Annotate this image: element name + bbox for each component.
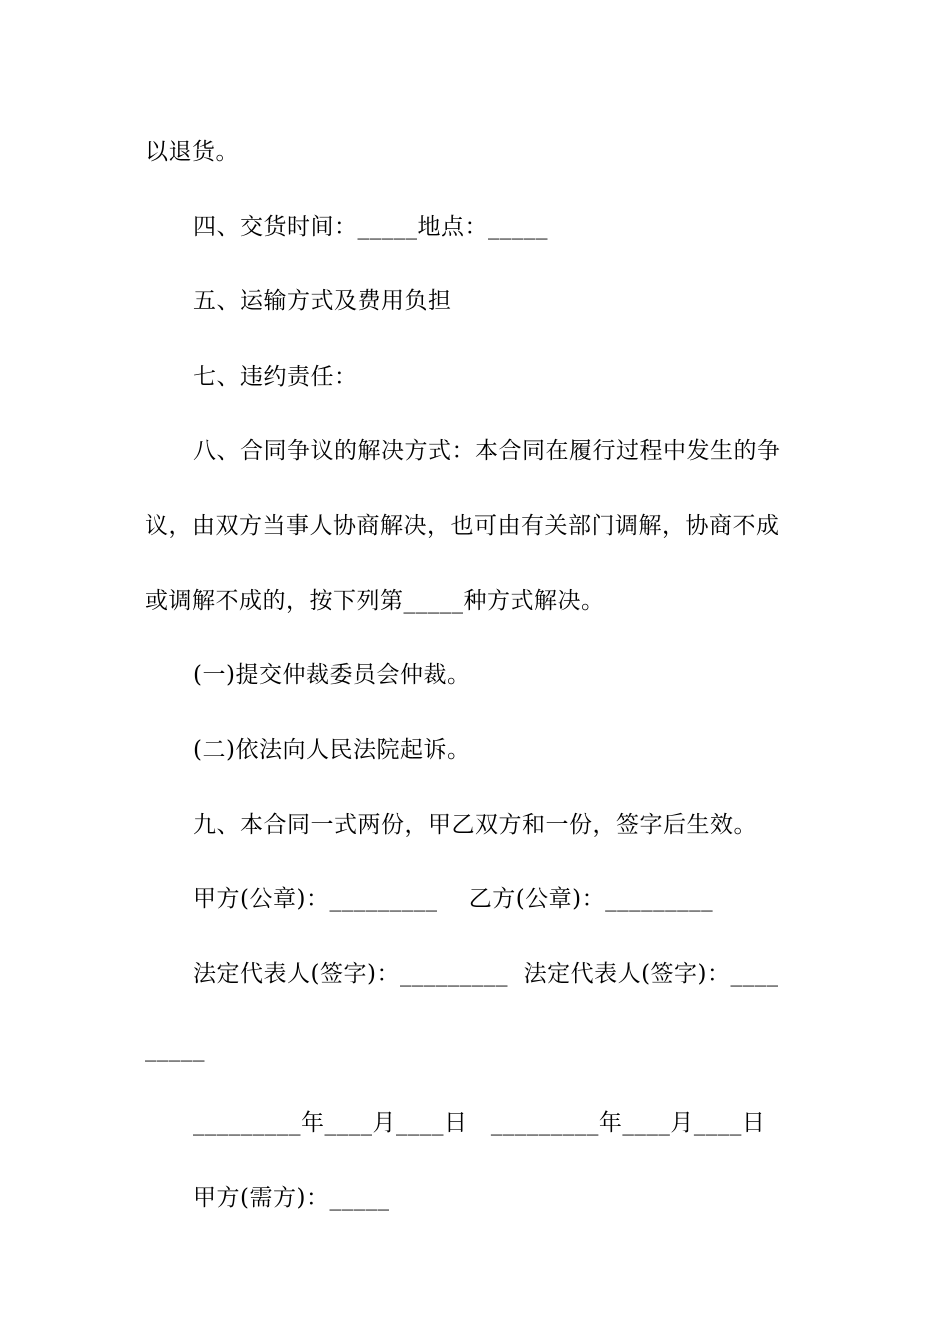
text-line-copies-effective: 九、本合同一式两份，甲乙双方和一份，签字后生效。 [193,812,757,838]
text-line-buyer-party: 甲方(需方)：_____ [193,1185,390,1211]
text-line-dispute-resolution-1: 八、合同争议的解决方式：本合同在履行过程中发生的争 [193,438,781,464]
text-line-party-seals: 甲方(公章)：_________ 乙方(公章)：_________ [193,886,714,912]
text-line-dispute-resolution-3: 或调解不成的，按下列第_____种方式解决。 [145,588,605,614]
text-line-return-goods: 以退货。 [145,139,239,165]
text-line-dispute-resolution-2: 议，由双方当事人协商解决，也可由有关部门调解，协商不成 [145,513,780,539]
text-line-transport-cost: 五、运输方式及费用负担 [193,288,452,314]
text-line-arbitration: (一)提交仲裁委员会仲裁。 [193,662,471,688]
text-line-litigation: (二)依法向人民法院起诉。 [193,737,471,763]
text-line-legal-representatives: 法定代表人(签字)：_________ 法定代表人(签字)：____ [193,961,779,987]
text-line-dates: _________年____月____日 _________年____月____日 [193,1110,766,1136]
text-line-signature-continuation: _____ [145,1036,205,1062]
text-line-breach-liability: 七、违约责任： [193,364,358,390]
text-line-delivery-time-place: 四、交货时间：_____地点：_____ [193,214,548,240]
